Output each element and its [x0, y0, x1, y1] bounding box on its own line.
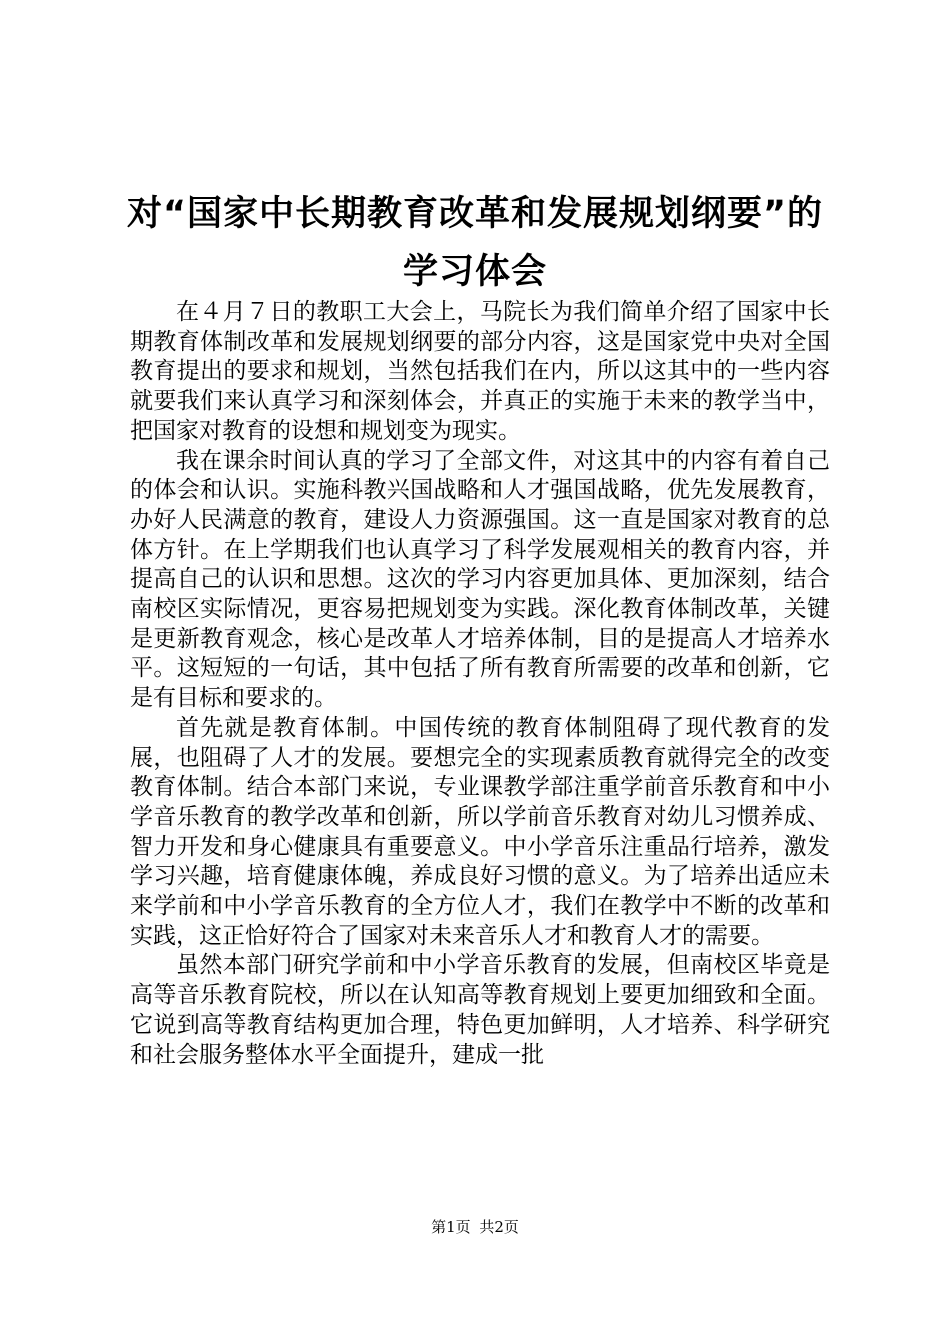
document-title-line-1: 对“国家中长期教育改革和发展规划纲要”的	[126, 194, 823, 234]
paragraph: 虽然本部门研究学前和中小学音乐教育的发展，但南校区毕竟是高等音乐教育院校，所以在认知高等教育规划上要更加细致和全面。它说到高等教育结构更加合理，特色更加鲜明，人才培养、科学研究和社会服务整体水平全面提升，建成一批	[130, 952, 830, 1068]
document-body	[130, 298, 830, 1070]
paragraph: 在４月７日的教职工大会上，马院长为我们简单介绍了国家中长期教育体制改革和发展规划纲要的部分内容，这是国家党中央对全国教育提出的要求和规划，当然包括我们在内，所以这其中的一些内容就要我们来认真学习和深刻体会，并真正的实施于未来的教学当中，把国家对教育的设想和规划变为现实。	[130, 299, 830, 444]
document-title-line-2: 学习体会	[402, 252, 547, 292]
paragraph: 我在课余时间认真的学习了全部文件，对这其中的内容有着自己的体会和认识。实施科教兴国战略和人才强国战略，优先发展教育，办好人民满意的教育，建设人力资源强国。这一直是国家对教育的总体方针。在上学期我们也认真学习了科学发展观相关的教育内容，并提高自己的认识和思想。这次的学习内容更加具体、更加深刻，结合南校区实际情况，更容易把规划变为实践。深化教育体制改革，关键是更新教育观念，核心是改革人才培养体制，目的是提高人才培养水平。这短短的一句话，其中包括了所有教育所需要的改革和创新，它是有目标和要求的。	[130, 447, 830, 712]
paragraph: 首先就是教育体制。中国传统的教育体制阻碍了现代教育的发展，也阻碍了人才的发展。要想完全的实现素质教育就得完全的改变教育体制。结合本部门来说，专业课教学部注重学前音乐教育和中小学音乐教育的教学改革和创新，所以学前音乐教育对幼儿习惯养成、智力开发和身心健康具有重要意义。中小学音乐注重品行培养，激发学习兴趣，培育健康体魄，养成良好习惯的意义。为了培养出适应未来学前和中小学音乐教育的全方位人才，我们在教学中不断的改革和实践，这正恰好符合了国家对未来音乐人才和教育人才的需要。	[130, 714, 830, 949]
page-number-footer: 第1页 共2页	[431, 1218, 519, 1236]
